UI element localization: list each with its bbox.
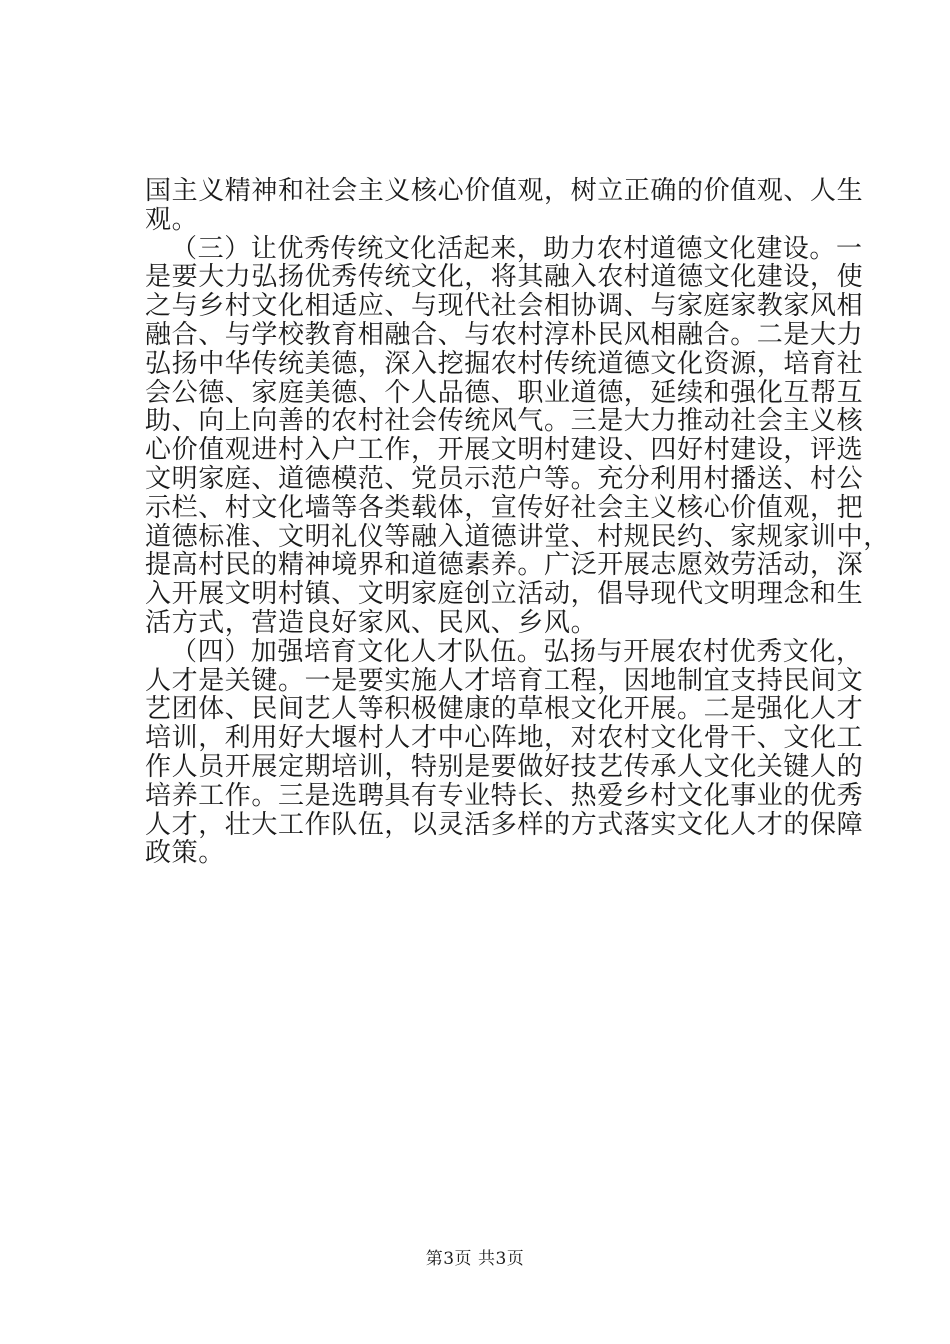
text-line: 融合、与学校教育相融合、与农村淳朴民风相融合。二是大力 (145, 319, 864, 350)
text-line: 心价值观进村入户工作，开展文明村建设、四好村建设，评选 (145, 435, 864, 466)
text-line: 活方式，营造良好家风、民风、乡风。 (145, 607, 598, 638)
text-line: 文明家庭、道德模范、党员示范户等。充分利用村播送、村公 (145, 463, 864, 494)
document-body (145, 176, 890, 869)
text-line: 培训，利用好大堰村人才中心阵地，对农村文化骨干、文化工 (145, 723, 864, 754)
text-line: 之与乡村文化相适应、与现代社会相协调、与家庭家教家风相 (145, 291, 864, 322)
text-line: 提高村民的精神境界和道德素养。广泛开展志愿效劳活动，深 (145, 550, 864, 581)
text-line: 政策。 (145, 838, 225, 869)
text-line: 人才，壮大工作队伍，以灵活多样的方式落实文化人才的保障 (145, 809, 864, 840)
text-line: 道德标准、文明礼仪等融入道德讲堂、村规民约、家规家训中， (145, 521, 890, 552)
text-line: 是要大力弘扬优秀传统文化，将其融入农村道德文化建设，使 (145, 262, 864, 293)
text-line: 会公德、家庭美德、个人品德、职业道德，延续和强化互帮互 (145, 377, 864, 408)
text-line: 人才是关键。一是要实施人才培育工程，因地制宜支持民间文 (145, 665, 864, 696)
text-line: 艺团体、民间艺人等积极健康的草根文化开展。二是强化人才 (145, 694, 864, 725)
text-line: 助、向上向善的农村社会传统风气。三是大力推动社会主义核 (145, 406, 864, 437)
text-line: 示栏、村文化墙等各类载体，宣传好社会主义核心价值观，把 (145, 492, 864, 523)
text-line: 国主义精神和社会主义核心价值观，树立正确的价值观、人生 (145, 176, 864, 206)
text-line: 入开展文明村镇、文明家庭创立活动，倡导现代文明理念和生 (145, 579, 864, 610)
section-heading-line: （四）加强培育文化人才队伍。弘扬与开展农村优秀文化， (171, 636, 863, 667)
text-line: 培养工作。三是选聘具有专业特长、热爱乡村文化事业的优秀 (145, 780, 864, 811)
text-line: 作人员开展定期培训，特别是要做好技艺传承人文化关键人的 (145, 751, 864, 782)
text-line: 弘扬中华传统美德，深入挖掘农村传统道德文化资源，培育社 (145, 348, 864, 379)
section-heading-line: （三）让优秀传统文化活起来，助力农村道德文化建设。一 (171, 233, 863, 264)
text-line: 观。 (145, 204, 199, 235)
page-number-footer: 第3页 共3页 (425, 1249, 525, 1269)
